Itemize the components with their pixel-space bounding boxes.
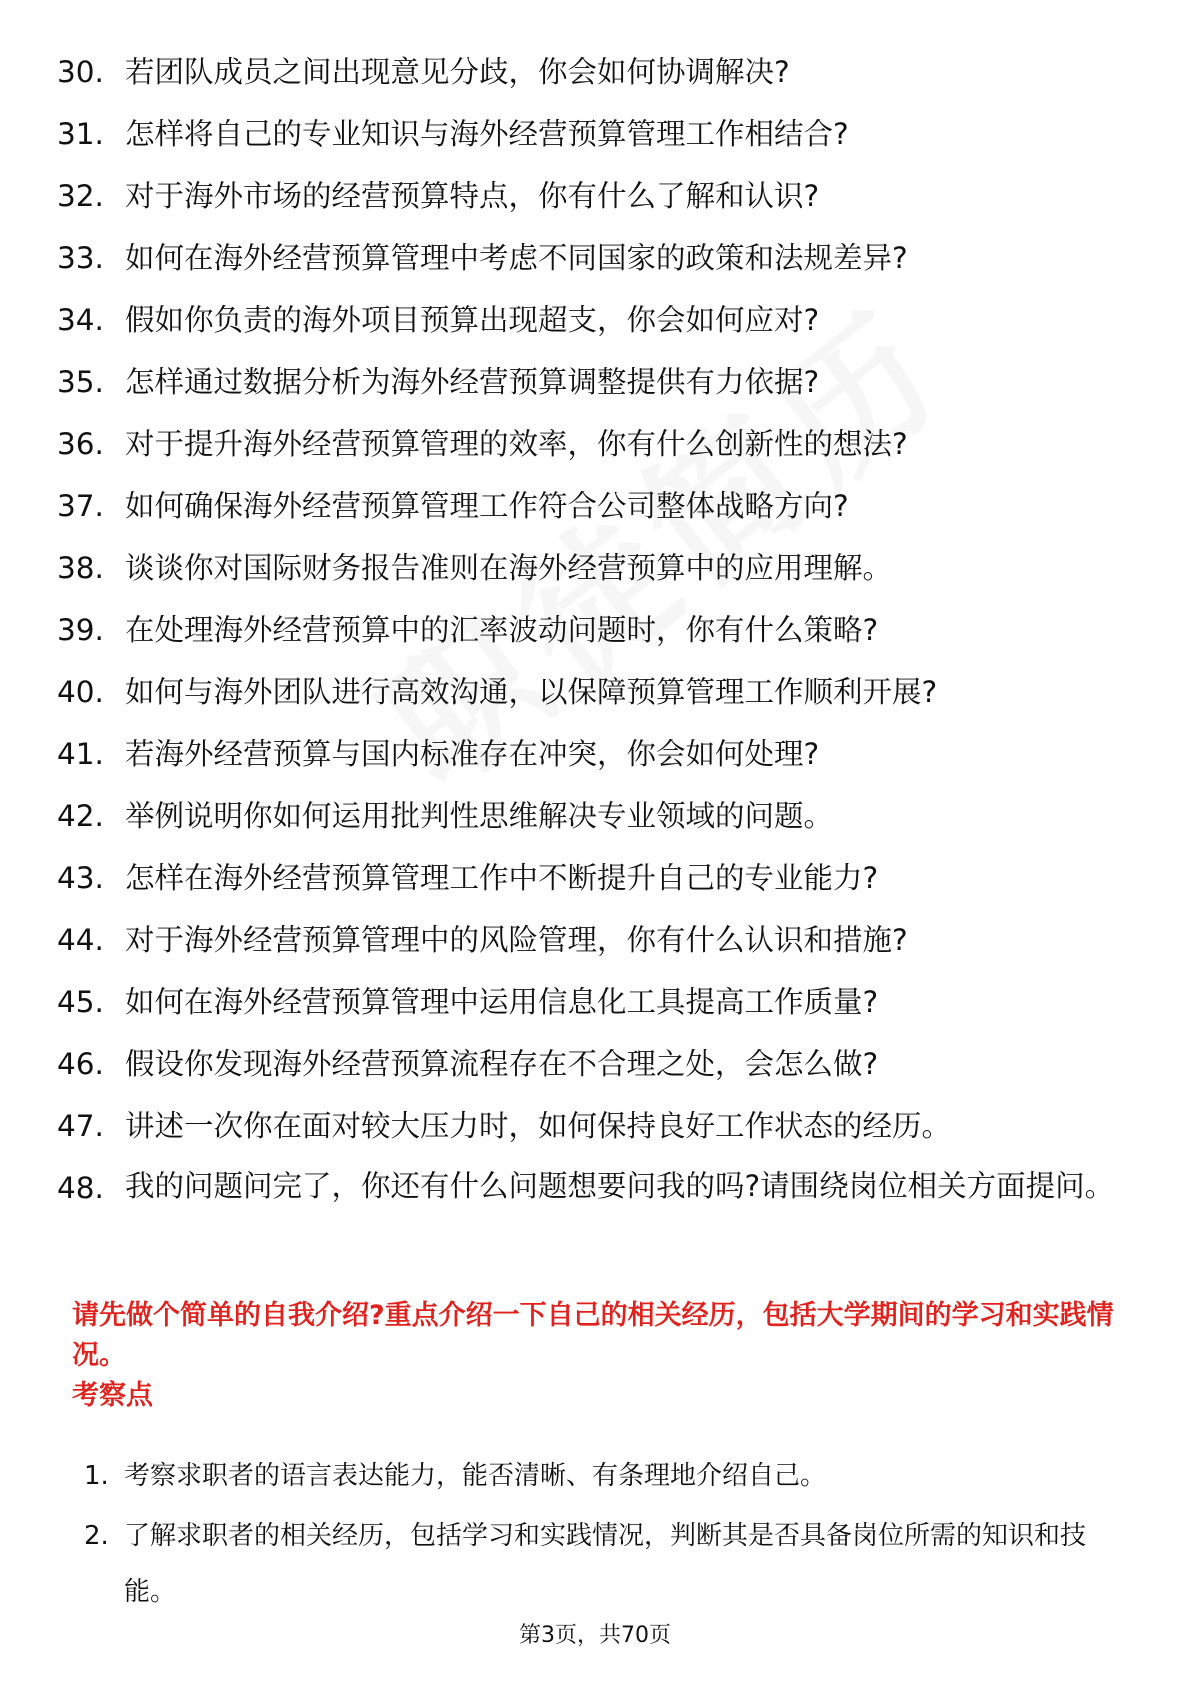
question-text: 若团队成员之间出现意见分歧，你会如何协调解决? [125,55,790,89]
question-item [57,232,1137,294]
question-number: 46. [57,1047,104,1081]
question-item [57,852,1137,914]
question-item [57,1162,1137,1224]
question-number: 43. [57,861,104,895]
question-item [57,418,1137,480]
question-text: 假设你发现海外经营预算流程存在不合理之处，会怎么做? [125,1047,879,1081]
question-text: 我的问题问完了，你还有什么问题想要问我的吗?请围绕岗位相关方面提问。 [125,1169,1115,1203]
question-text: 假如你负责的海外项目预算出现超支，你会如何应对? [125,303,820,337]
question-number: 47. [57,1109,104,1143]
question-number: 44. [57,923,104,957]
question-number: 37. [57,489,104,523]
question-text: 如何在海外经营预算管理中考虑不同国家的政策和法规差异? [125,241,908,275]
question-item [57,46,1137,108]
question-item [57,542,1137,604]
question-item [57,108,1137,170]
question-item [57,170,1137,232]
question-number: 32. [57,179,104,213]
question-text: 在处理海外经营预算中的汇率波动问题时，你有什么策略? [125,613,879,647]
question-item [57,604,1137,666]
question-number: 38. [57,551,104,585]
question-number: 30. [57,55,104,89]
point-number: 1. [84,1461,109,1491]
point-text: 了解求职者的相关经历，包括学习和实践情况，判断其是否具备岗位所需的知识和技能。 [124,1521,1087,1607]
question-item [57,1038,1137,1100]
question-item [57,480,1137,542]
assessment-points-list [84,1448,1134,1624]
assessment-point [84,1448,1134,1504]
question-text: 怎样通过数据分析为海外经营预算调整提供有力依据? [125,365,820,399]
section-title: 考察点 [72,1380,153,1411]
question-text: 如何与海外团队进行高效沟通，以保障预算管理工作顺利开展? [125,675,938,709]
question-text: 举例说明你如何运用批判性思维解决专业领域的问题。 [125,799,834,833]
question-item [57,790,1137,852]
question-item [57,914,1137,976]
question-number: 45. [57,985,104,1019]
question-text: 怎样在海外经营预算管理工作中不断提升自己的专业能力? [125,861,879,895]
question-text: 对于提升海外经营预算管理的效率，你有什么创新性的想法? [125,427,908,461]
question-text: 谈谈你对国际财务报告准则在海外经营预算中的应用理解。 [125,551,893,585]
highlight-question: 请先做个简单的自我介绍?重点介绍一下自己的相关经历，包括大学期间的学习和实践情况。 [72,1300,1114,1371]
question-item [57,976,1137,1038]
page-footer: 第3页，共70页 [519,1623,671,1648]
question-number: 36. [57,427,104,461]
question-item [57,666,1137,728]
question-item [57,294,1137,356]
question-item [57,1100,1137,1162]
question-text: 若海外经营预算与国内标准存在冲突，你会如何处理? [125,737,820,771]
question-number: 39. [57,613,104,647]
question-number: 33. [57,241,104,275]
question-number: 35. [57,365,104,399]
question-text: 如何确保海外经营预算管理工作符合公司整体战略方向? [125,489,849,523]
question-number: 48. [57,1171,104,1205]
assessment-point [84,1508,1134,1620]
question-text: 讲述一次你在面对较大压力时，如何保持良好工作状态的经历。 [125,1109,952,1143]
question-item [57,728,1137,790]
question-number: 40. [57,675,104,709]
question-text: 对于海外经营预算管理中的风险管理，你有什么认识和措施? [125,923,908,957]
question-number: 31. [57,117,104,151]
question-text: 怎样将自己的专业知识与海外经营预算管理工作相结合? [125,117,849,151]
question-text: 如何在海外经营预算管理中运用信息化工具提高工作质量? [125,985,879,1019]
question-text: 对于海外市场的经营预算特点，你有什么了解和认识? [125,179,820,213]
question-number: 42. [57,799,104,833]
point-text: 考察求职者的语言表达能力，能否清晰、有条理地介绍自己。 [124,1461,827,1491]
question-list [57,46,1137,1224]
question-number: 34. [57,303,104,337]
question-item [57,356,1137,418]
question-number: 41. [57,737,104,771]
point-number: 2. [84,1521,109,1551]
